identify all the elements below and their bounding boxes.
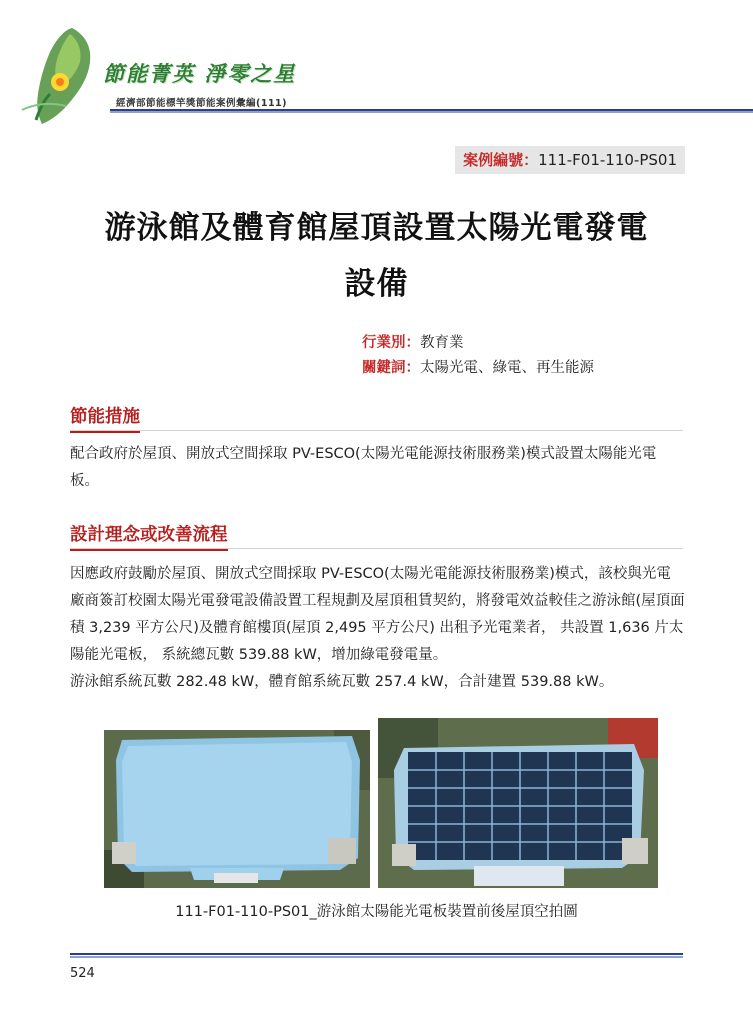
footer-divider: [70, 953, 683, 958]
page-title-line1: 游泳館及體育館屋頂設置太陽光電發電: [104, 210, 649, 246]
case-number-label: 案例編號：: [463, 151, 539, 169]
section-divider: [70, 548, 683, 549]
section-heading-design: 設計理念或改善流程: [70, 521, 228, 551]
industry-label: 行業別：: [362, 335, 420, 351]
page-number: 524: [70, 966, 95, 981]
section-paragraph-design: [70, 561, 685, 696]
page-title: [60, 200, 693, 312]
taiwan-logo: [14, 24, 104, 128]
section-heading-measures: 節能措施: [70, 403, 140, 433]
figure-caption: 111-F01-110-PS01_游泳館太陽能光電板裝置前後屋頂空拍圖: [175, 904, 578, 920]
case-number-box: [455, 146, 685, 174]
photo-before-roof: [104, 730, 370, 888]
paragraph: 游泳館系統瓦數 282.48 kW，體育館系統瓦數 257.4 kW，合計建置 539.88 kW。: [70, 674, 614, 690]
case-meta: [362, 331, 594, 381]
section-paragraph-measures: [70, 441, 685, 495]
brand-subtitle: 經濟部節能標竿獎節能案例彙編(111): [116, 98, 288, 109]
industry-value: 教育業: [420, 335, 464, 351]
keywords-label: 關鍵詞：: [362, 360, 420, 376]
paragraph: 因應政府鼓勵於屋頂、開放式空間採取 PV-ESCO(太陽光電能源技術服務業)模式，該校與光電廠商簽訂校園太陽光電發電設備設置工程規劃及屋頂租賃契約，將發電效益較佳之游泳館(屋頂面積 3,239 平方公尺)及體育館樓頂(屋頂 2,495 平方公尺) 出租予光電業者， 共設置 1,636 片太陽能光電板， 系統總瓦數 539.88 kW，增加綠電發電量。: [70, 566, 685, 663]
section-divider: [70, 430, 683, 431]
paragraph: 配合政府於屋頂、開放式空間採取 PV-ESCO(太陽光電能源技術服務業)模式設置太陽能光電板。: [70, 446, 657, 489]
keywords-value: 太陽光電、綠電、再生能源: [420, 360, 594, 376]
brand-title: 節能菁英 淨零之星: [103, 61, 297, 86]
photo-after-roof: [378, 718, 658, 888]
header-divider: [110, 109, 753, 113]
case-number-value: 111-F01-110-PS01: [538, 151, 677, 169]
page-title-line2: 設備: [344, 266, 409, 302]
